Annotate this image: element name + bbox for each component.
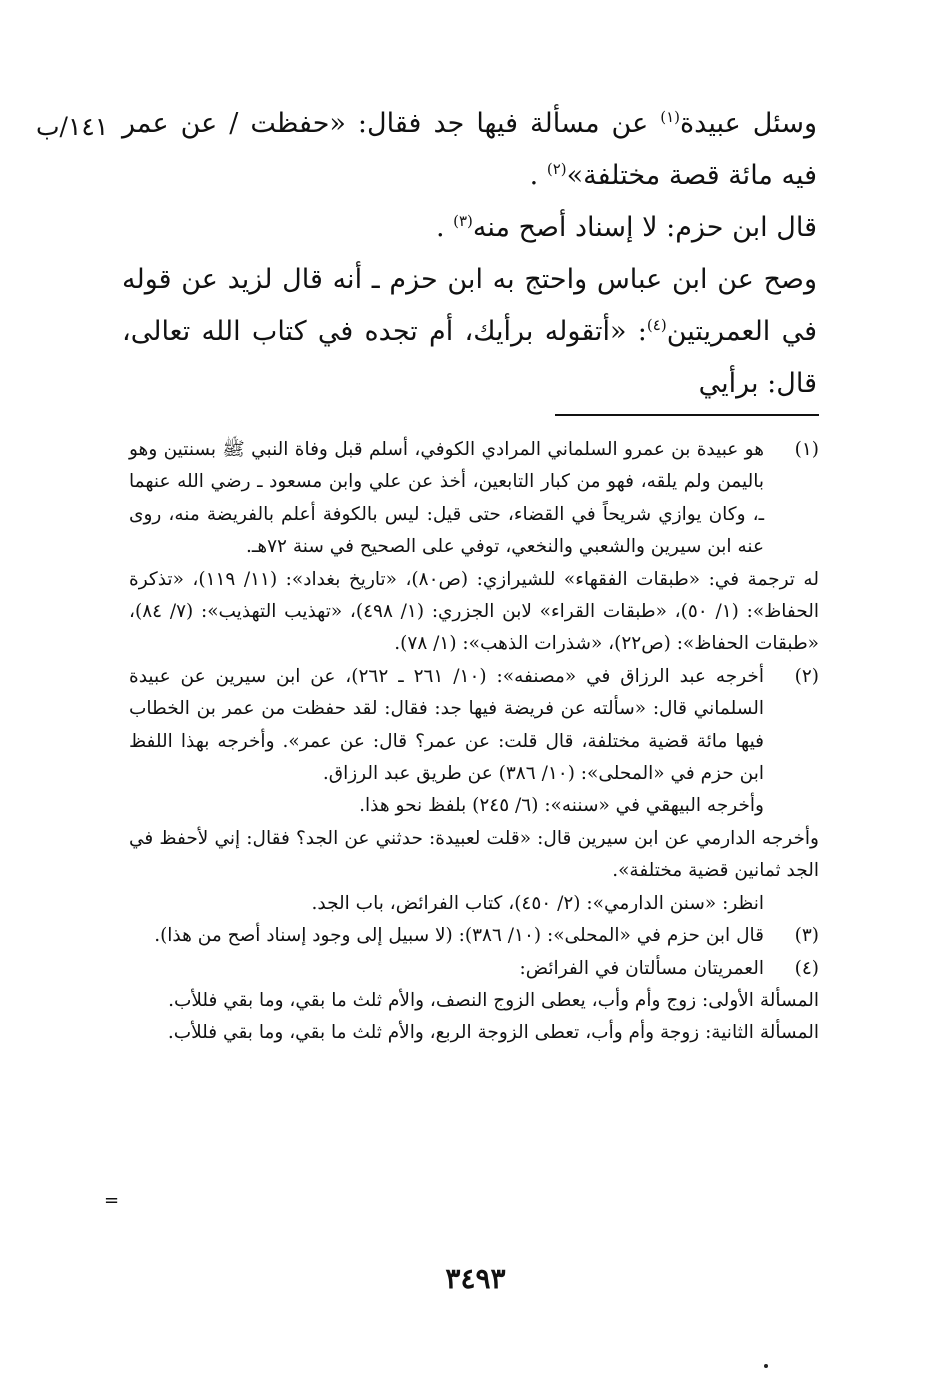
footnote-text: وأخرجه البيهقي في «سننه»: (٦/ ٢٤٥) بلفظ نحو هذا. [359,795,764,817]
footnote-text: المسألة الأولى: زوج وأم وأب، يعطى الزوج النصف، والأم ثلث ما بقي، وما بقي فللأب. [168,989,819,1011]
footnote-body [129,920,764,952]
main-paragraph-3 [122,254,817,410]
footnote-text: انظر: «سنن الدارمي»: (٢/ ٤٥٠)، كتاب الفرائض، باب الجد. [311,892,764,914]
main-text-segment: : «أتقوله برأيك، أم تجده في كتاب الله تعالى، قال: برأيي [122,316,817,399]
page-number: ٣٤٩٣ [445,1262,506,1295]
main-text-segment: عن مسألة فيها جد فقال: «حفظت / عن عمر فيه مائة قصة مختلفة» [122,108,817,191]
manuscript-folio-note: ١٤١/ب [36,112,109,141]
footnote-text: العمريتان مسألتان في الفرائض: [519,957,764,979]
scan-speck [764,1364,768,1368]
footnote-number: (٣) [794,925,819,947]
footnote-text: قال ابن حزم في «المحلى»: (١٠/ ٣٨٦): (لا سبيل إلى وجود إسناد أصح من هذا). [154,925,764,947]
footnote-4 [129,953,819,985]
footnote-1-biography [129,564,819,661]
footnote-2-extra [129,790,819,920]
footnote-4-extra [129,985,819,1050]
footnote-body [129,953,764,985]
footnote-number: (٤) [794,957,819,979]
footnote-1 [129,434,819,564]
main-text-segment: قال ابن حزم: لا إسناد أصح منه [472,212,817,243]
main-text [122,98,817,410]
main-text-segment: وسئل عبيدة [680,108,817,139]
punctuation: . [435,212,445,243]
footnote-ref-3[interactable]: (٣) [453,212,473,230]
footnote-ref-4[interactable]: (٤) [646,316,667,334]
footnote-ref-1[interactable]: (١) [660,108,680,126]
footnote-number: (٢) [794,665,819,687]
footnotes-section [129,434,819,1050]
main-text-segment: وصح عن ابن عباس واحتج به ابن حزم ـ أنه قال لزيد عن قوله في العمريتين [122,264,817,347]
footnote-separator [555,414,819,416]
main-paragraph-1 [122,98,817,202]
footnote-text: أخرجه عبد الرزاق في «مصنفه»: (١٠/ ٢٦١ ـ ٢٦٢)، عن ابن سيرين عن عبيدة السلماني قال: «سألته عن فريضة فيها جد: فقال: لقد حفظت من عمر بن الخطاب فيها مائة قضية مختلفة، قال قلت: عن عمر؟ قال: عن عمر». وأخرجه بهذا اللفظ ابن حزم في «المحلى»: (١٠/ ٣٨٦) عن طريق عبد الرزاق. [129,665,765,785]
continuation-mark: = [104,1190,120,1211]
footnote-text: وأخرجه الدارمي عن ابن سيرين قال: «قلت لعبيدة: حدثني عن الجد؟ فقال: إني لأحفظ في الجد ثمانين قضية مختلفة». [129,827,819,882]
footnote-ref-2[interactable]: (٢) [546,160,567,178]
footnote-3 [129,920,819,952]
footnote-text: المسألة الثانية: زوجة وأم وأب، تعطى الزوجة الربع، والأم ثلث ما بقي، وما بقي فللأب. [167,1022,819,1044]
footnote-body [129,434,764,564]
footnote-text: له ترجمة في: «طبقات الفقهاء» للشيرازي: (ص٨٠)، «تاريخ بغداد»: (١١/ ١١٩)، «تذكرة الحفاظ»: (١/ ٥٠)، «طبقات القراء» لابن الجزري: (١/ ٤٩٨)، «تهذيب التهذيب»: (٧/ ٨٤)، «طبقات الحفاظ»: (ص٢٢)، «شذرات الذهب»: (١/ ٧٨). [129,568,819,655]
main-paragraph-2 [122,202,817,254]
footnote-2 [129,661,819,791]
footnote-number: (١) [794,439,819,460]
footnote-body [129,661,764,791]
footnote-text: هو عبيدة بن عمرو السلماني المرادي الكوفي، أسلم قبل وفاة النبي ﷺ بسنتين وهو باليمن ولم يلقه، فهو من كبار التابعين، أخذ عن علي وابن مسعود ـ رضي الله عنهما ـ، وكان يوازي شريحاً في القضاء، حتى قيل: ليس بالكوفة أعلم بالفريضة منه، روى عنه ابن سيرين والشعبي والنخعي، توفي على الصحيح في سنة ٧٢هـ. [129,439,764,558]
punctuation: . [529,160,539,191]
